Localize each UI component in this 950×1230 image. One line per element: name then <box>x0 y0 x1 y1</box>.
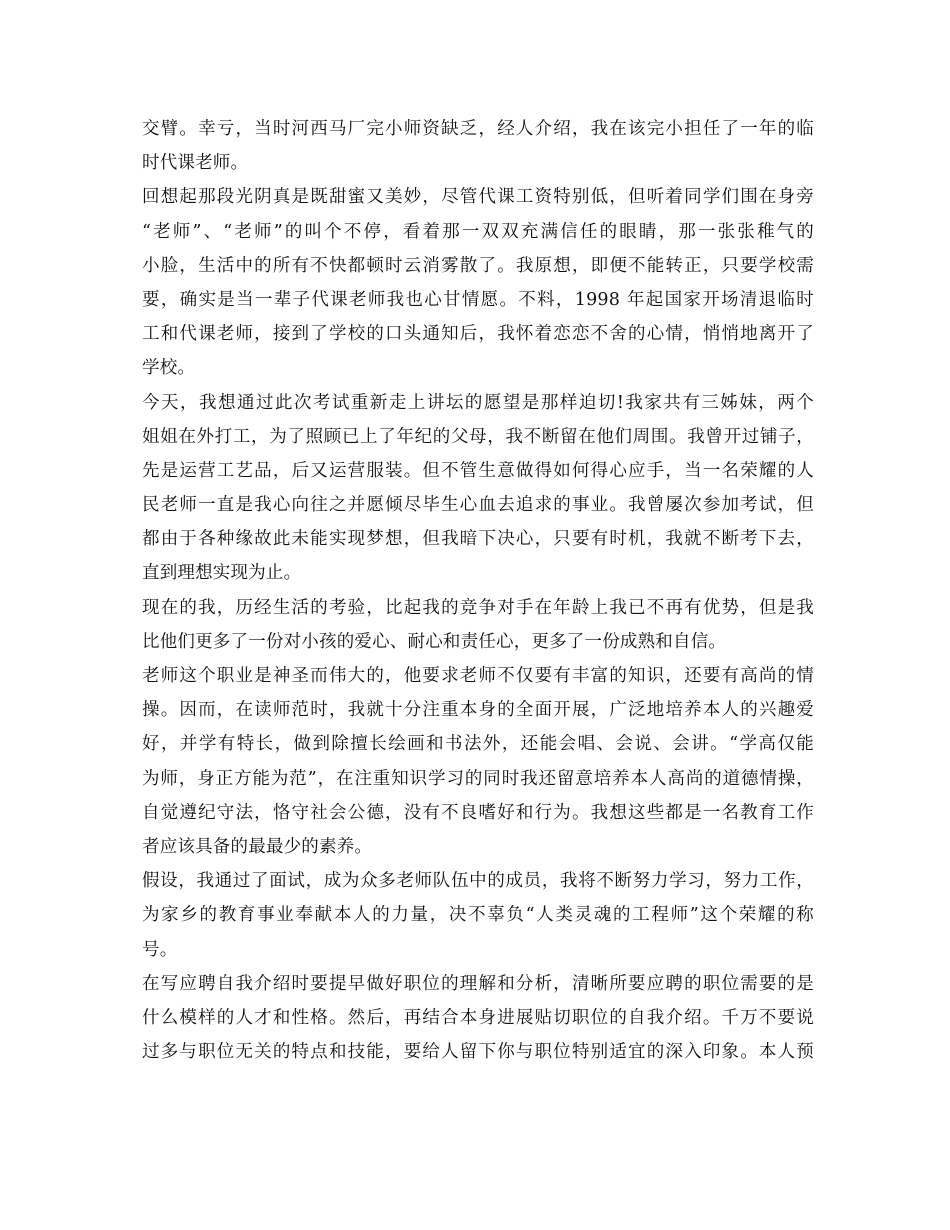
text-line: 什么模样的人才和性格。然后，再结合本身进展贴切职位的自我介绍。千万不要说 <box>142 1007 814 1028</box>
text-line: 今天，我想通过此次考试重新走上讲坛的愿望是那样迫切!我家共有三姊妹，两个 <box>142 392 814 413</box>
text-line: 为师，身正方能为范”，在注重知识学习的同时我还留意培养本人高尚的道德情操， <box>142 768 814 789</box>
paragraph-7 <box>142 967 814 1070</box>
text-line: 都由于各种缘故此未能实现梦想，但我暗下决心，只要有时机，我就不断考下去， <box>142 529 814 550</box>
text-line: 民老师一直是我心向往之并愿倾尽毕生心血去追求的事业。我曾屡次参加考试，但 <box>142 495 814 516</box>
text-line: 先是运营工艺品，后又运营服装。但不管生意做得如何得心应手，当一名荣耀的人 <box>142 460 814 481</box>
text-line: 好，并学有特长，做到除擅长绘画和书法外，还能会唱、会说、会讲。“学高仅能 <box>142 734 814 755</box>
text-line: “老师”、“老师”的叫个不停，看着那一双双充满信任的眼睛，那一张张稚气的 <box>142 221 814 242</box>
text-line: 在写应聘自我介绍时要提早做好职位的理解和分析，清晰所要应聘的职位需要的是 <box>142 973 814 994</box>
text-line: 现在的我，历经生活的考验，比起我的竞争对手在年龄上我已不再有优势，但是我 <box>142 597 814 618</box>
text-line: 老师这个职业是神圣而伟大的，他要求老师不仅要有丰富的知识，还要有高尚的情 <box>142 666 814 686</box>
text-line: 为家乡的教育事业奉献本人的力量，决不辜负“人类灵魂的工程师”这个荣耀的称 <box>142 905 814 926</box>
text-line: 回想起那段光阴真是既甜蜜又美妙，尽管代课工资特别低，但听着同学们围在身旁 <box>142 187 814 208</box>
text-line: 过多与职位无关的特点和技能，要给人留下你与职位特别适宜的深入印象。本人预 <box>142 1042 814 1063</box>
text-line: 时代课老师。 <box>142 153 249 174</box>
text-line: 号。 <box>142 939 178 960</box>
text-line: 操。因而，在读师范时，我就十分注重本身的全面开展，广泛地培养本人的兴趣爱 <box>142 700 814 721</box>
text-line: 者应该具备的最最少的素养。 <box>142 836 373 857</box>
text-line: 小脸，生活中的所有不快都顿时云消雾散了。我原想，即便不能转正，只要学校需 <box>142 255 814 276</box>
text-line: 直到理想实现为止。 <box>142 563 302 584</box>
text-line: 工和代课老师，接到了学校的口头通知后，我怀着恋恋不舍的心情，悄悄地离开了 <box>142 324 814 345</box>
paragraph-5 <box>142 659 814 864</box>
text-line: 姐姐在外打工，为了照顾已上了年纪的父母，我不断留在他们周围。我曾开过铺子， <box>142 426 814 447</box>
text-line: 学校。 <box>142 358 196 379</box>
text-line: 自觉遵纪守法，恪守社会公德，没有不良嗜好和行为。我想这些都是一名教育工作 <box>142 802 814 823</box>
paragraph-3 <box>142 386 814 591</box>
paragraph-4 <box>142 591 814 659</box>
text-line: 交臂。幸亏，当时河西马厂完小师资缺乏，经人介绍，我在该完小担任了一年的临 <box>142 119 814 139</box>
paragraph-6 <box>142 864 814 967</box>
paragraph-1 <box>142 112 814 180</box>
text-line: 假设，我通过了面试，成为众多老师队伍中的成员，我将不断努力学习，努力工作， <box>142 871 814 892</box>
text-line: 要，确实是当一辈子代课老师我也心甘情愿。不料，1998 年起国家开场清退临时 <box>142 289 814 310</box>
paragraph-2 <box>142 180 814 385</box>
text-line: 比他们更多了一份对小孩的爱心、耐心和责任心，更多了一份成熟和自信。 <box>142 631 727 652</box>
document-body <box>142 112 814 1069</box>
